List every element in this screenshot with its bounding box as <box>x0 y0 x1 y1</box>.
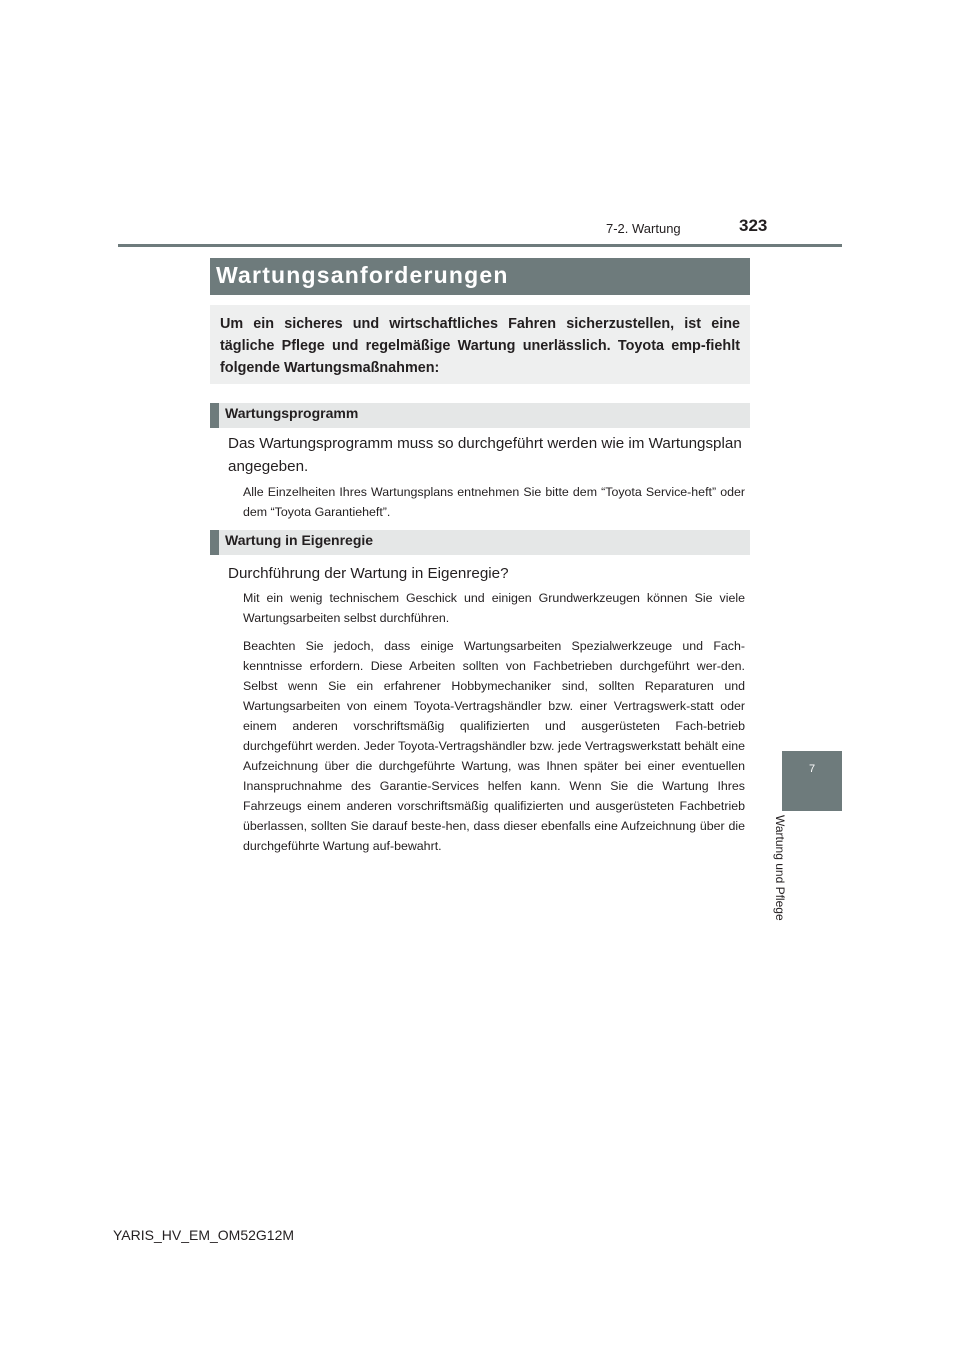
intro-box <box>210 305 750 384</box>
detail-block <box>243 482 745 522</box>
chapter-number: 7 <box>808 763 816 775</box>
body-text: Das Wartungsprogramm muss so durchgeführt werden wie im Wartungsplan angegeben. <box>228 435 742 475</box>
subsection-heading-bar <box>210 403 750 428</box>
chapter-tab <box>782 751 842 811</box>
detail-block <box>243 588 745 856</box>
subsection-heading-bar <box>210 530 750 555</box>
page-title: Wartungsanforderungen <box>216 262 509 288</box>
chapter-label: Wartung und Pflege <box>773 815 787 921</box>
document-code: YARIS_HV_EM_OM52G12M <box>113 1227 295 1243</box>
page-number: 323 <box>739 216 768 235</box>
detail-paragraph: Alle Einzelheiten Ihres Wartungsplans entnehmen Sie bitte dem “Toyota Service-heft” oder dem “Toyota Garantieheft”. <box>243 485 745 519</box>
subsection-heading: Wartung in Eigenregie <box>225 532 374 548</box>
intro-text: Um ein sicheres und wirtschaftliches Fahren sicherzustellen, ist eine tägliche Pflege und regelmäßige Wartung unerlässlich. Toyota emp-fiehlt folgende Wartungsmaßnahmen: <box>220 316 740 376</box>
detail-paragraph: Beachten Sie jedoch, dass einige Wartungsarbeiten Spezialwerkzeuge und Fach-kenntnisse erfordern. Diese Arbeiten sollten von Fachbetrieben durchgeführt wer-den. Selbst wenn Sie ein erfahrener Hobbymechaniker sind, sollten Reparaturen und Wartungsarbeiten von einem Toyota-Vertragshändler bzw. einer Vertragswerk-statt oder einem anderen vorschriftsmäßig qualifizierten und ausgerüsteten Fach-betrieb durchgeführt werden. Jeder Toyota-Vertragshändler bzw. jede Vertragswerkstatt behält eine Aufzeichnung über die durchgeführte Wartung, was Ihnen später bei einer eventuellen Inanspruchnahme des Garantie-Services helfen kann. Wenn Sie die Wartung Ihres Fahrzeugs einem anderen vorschriftsmäßig qualifizierten und ausgerüsteten Fachbetrieb überlassen, sollten Sie darauf beste-hen, dass dieser ebenfalls eine Aufzeichnung über die durchgeführte Wartung auf-bewahrt. <box>243 639 745 853</box>
body-text: Durchführung der Wartung in Eigenregie? <box>228 565 509 582</box>
detail-paragraph: Mit ein wenig technischem Geschick und einigen Grundwerkzeugen können Sie viele Wartungsarbeiten selbst durchführen. <box>243 591 745 625</box>
subsection-heading: Wartungsprogramm <box>225 405 359 421</box>
section-header: 7-2. Wartung <box>606 221 681 236</box>
page-title-bar <box>210 258 750 295</box>
header-rule <box>118 244 842 247</box>
